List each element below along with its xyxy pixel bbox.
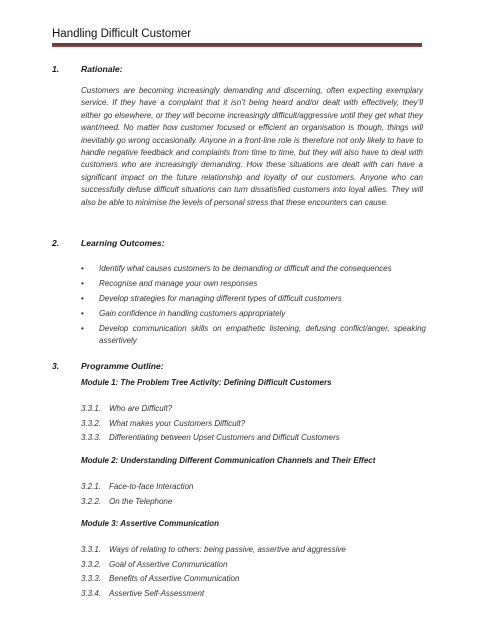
- item-text: Ways of relating to others: being passive, assertive and aggressive: [109, 545, 346, 554]
- item-text: What makes your Customers Difficult?: [109, 418, 246, 428]
- section-title: Rationale:: [81, 64, 123, 74]
- item-number: 3.2.2.: [81, 496, 102, 506]
- item-text: Assertive Self-Assessment: [109, 588, 205, 598]
- list-item: • Gain confidence in handling customers appropriately: [81, 308, 426, 320]
- section-number: 2.: [52, 238, 60, 248]
- item-text: Face-to-face Interaction: [109, 482, 194, 491]
- module-3-title: Module 3: Assertive Communication: [81, 519, 219, 528]
- list-item: [81, 404, 340, 419]
- section-number: 1.: [52, 64, 60, 74]
- section-title: Learning Outcomes:: [81, 238, 165, 248]
- document-header-title: Handling Difficult Customer: [52, 28, 192, 40]
- item-number: 3.3.3.: [81, 574, 102, 583]
- list-item: [81, 560, 346, 575]
- learning-outcomes-list: [81, 263, 426, 350]
- list-item: [81, 419, 340, 434]
- module-1-title: Module 1: The Problem Tree Activity: Defining Difficult Customers: [81, 378, 332, 387]
- item-text: Goal of Assertive Communication: [109, 559, 228, 569]
- item-number: 3.3.2.: [81, 559, 102, 569]
- module-2-items: [81, 482, 193, 511]
- list-item: [81, 545, 346, 560]
- list-item: [81, 589, 346, 604]
- item-text: On the Telephone: [109, 496, 173, 506]
- list-item: [81, 574, 346, 589]
- item-number: 3.3.4.: [81, 588, 102, 598]
- header-accent-rule: [52, 46, 422, 47]
- module-2-title: Module 2: Understanding Different Communication Channels and Their Effect: [81, 456, 376, 465]
- item-number: 3.3.2.: [81, 418, 102, 428]
- item-text: Differentiating between Upset Customers and Difficult Customers: [109, 433, 340, 442]
- module-1-items: [81, 404, 340, 448]
- item-number: 3.3.1.: [81, 404, 102, 413]
- list-item: • Develop strategies for managing different types of difficult customers: [81, 293, 426, 305]
- section-title: Programme Outline:: [81, 361, 164, 371]
- list-item: [81, 482, 193, 497]
- item-number: 3.3.3.: [81, 433, 102, 442]
- item-number: 3.3.1.: [81, 545, 102, 554]
- list-item: • Develop communication skills on empathetic listening, defusing conflict/anger, speaking assertively: [81, 323, 426, 348]
- module-3-items: [81, 545, 346, 603]
- list-item: [81, 433, 340, 448]
- rationale-paragraph: Customers are becoming increasingly demanding and discerning, often expecting exemplary service. If they have a complaint that it isn’t being heard and/or dealt with effectively, they’ll either go elsewhere, or they will become increasingly difficult/aggressive until they get what they want/need. No matter how customer focused or efficient an organisation is though, things will inevitably go wrong occasionally. Anyone in a front-line role is therefore not only likely to have to handle negative feedback and complaints from time to time, but they will also have to deal with customers who are increasingly demanding. How these situations are dealt with can have a significant impact on the future relationship and loyalty of our customers. Anyone who can successfully defuse difficult situations can turn dissatisfied customers into loyal allies. They will also be able to minimise the levels of personal stress that these encounters can cause.: [81, 86, 423, 207]
- section-number: 3.: [52, 361, 60, 371]
- list-item: • Recognise and manage your own responses: [81, 278, 426, 290]
- list-item: • Identify what causes customers to be demanding or difficult and the consequences: [81, 263, 426, 275]
- item-text: Benefits of Assertive Communication: [109, 574, 240, 583]
- item-number: 3.2.1.: [81, 482, 102, 491]
- list-item: [81, 497, 193, 512]
- item-text: Who are Difficult?: [109, 404, 173, 413]
